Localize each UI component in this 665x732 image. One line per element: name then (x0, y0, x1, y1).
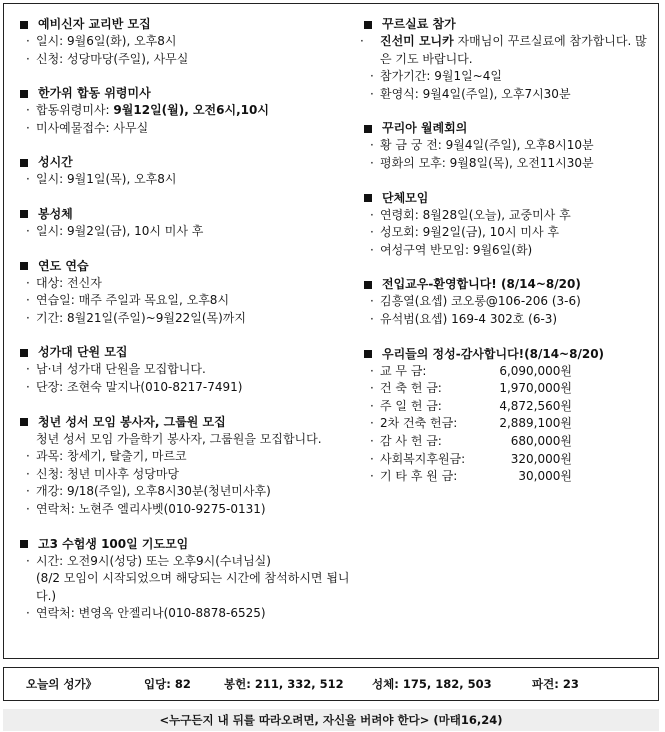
notice-section (364, 190, 654, 260)
section-item (20, 553, 350, 571)
item-bold-text: 진선미 모니카 (380, 34, 454, 48)
section-item (20, 51, 350, 69)
section-title-text: 성시간 (38, 155, 73, 170)
item-text: 시간: 오전9시(성당) 또는 오후9시(수녀님실) (36, 553, 271, 568)
item-text: 기간: 8월21일(주일)~9월22일(목)까지 (36, 310, 246, 325)
dot-bullet: · (26, 484, 30, 499)
offering-label: 주 일 헌 금: (380, 398, 442, 413)
section-item (20, 501, 350, 519)
dot-bullet: · (26, 120, 30, 135)
dot-bullet: · (370, 155, 374, 170)
section-item (20, 223, 350, 241)
dot-bullet: · (370, 363, 374, 378)
item-text: 참가기간: 9월1일~4일 (380, 69, 502, 84)
notice-section (20, 414, 350, 519)
square-bullet-icon (364, 194, 372, 202)
section-item (20, 102, 350, 120)
item-text: 연락처: 노현주 엘리사벳(010-9275-0131) (36, 501, 266, 516)
offering-row (364, 398, 654, 416)
dot-bullet: · (370, 207, 374, 222)
item-text: 평화의 모후: 9월8일(목), 오전11시30분 (380, 155, 594, 170)
section-title (20, 85, 350, 102)
hymn-entrance: 입당: 82 (144, 677, 191, 691)
notice-section (364, 276, 654, 328)
dot-bullet: · (370, 138, 374, 153)
dot-bullet: · (26, 449, 30, 464)
dot-bullet: · (370, 451, 374, 466)
item-text: 유석범(요셉) 169-4 302호 (6-3) (380, 311, 558, 326)
section-item (364, 207, 654, 225)
section-item (20, 431, 350, 449)
section-title-text: 연도 연습 (38, 258, 89, 273)
section-item (20, 379, 350, 397)
notice-section (20, 16, 350, 68)
dot-bullet: · (370, 225, 374, 240)
dot-bullet: · (26, 293, 30, 308)
item-text: 연락처: 변영옥 안젤리나(010-8878-6525) (36, 606, 266, 621)
item-text: 신청: 성당마당(주일), 사무실 (36, 51, 189, 66)
square-bullet-icon (20, 90, 28, 98)
offering-amount: 4,872,560원 (499, 398, 572, 413)
section-title-text: 고3 수험생 100일 기도모임 (38, 536, 189, 551)
section-title (20, 16, 350, 33)
section-item (364, 86, 654, 104)
offering-row (364, 415, 654, 433)
section-item (360, 33, 654, 68)
square-bullet-icon (20, 540, 28, 548)
offering-section (364, 346, 654, 486)
section-item (364, 293, 654, 311)
dot-bullet: · (26, 501, 30, 516)
item-text: 여성구역 반모임: 9월6일(화) (380, 242, 533, 257)
section-item (364, 224, 654, 242)
notice-section (364, 120, 654, 172)
item-text: 미사예물접수: 사무실 (36, 120, 149, 135)
offering-amount: 2,889,100원 (499, 416, 572, 431)
offering-amount: 1,970,000원 (499, 381, 572, 396)
dot-bullet: · (26, 606, 30, 621)
section-item (20, 448, 350, 466)
section-title (20, 206, 350, 223)
dot-bullet: · (370, 469, 374, 484)
notice-section (20, 536, 350, 623)
section-item (364, 68, 654, 86)
dot-bullet: · (26, 553, 30, 568)
section-title-text: 예비신자 교리반 모집 (38, 17, 151, 31)
section-item (20, 120, 350, 138)
section-item (20, 310, 350, 328)
offering-label: 교 무 금: (380, 363, 427, 378)
bulletin-frame (3, 3, 659, 659)
section-title (364, 120, 654, 137)
section-title-text: 꾸르실료 참가 (382, 17, 456, 31)
section-item (20, 483, 350, 501)
hymn-offertory: 봉헌: 211, 332, 512 (224, 677, 344, 691)
square-bullet-icon (364, 350, 372, 358)
item-text: 대상: 전신자 (36, 275, 102, 290)
section-item (364, 137, 654, 155)
dot-bullet: · (370, 398, 374, 413)
hymn-bar (3, 667, 659, 701)
square-bullet-icon (20, 262, 28, 270)
dot-bullet: · (360, 34, 364, 48)
dot-bullet: · (26, 223, 30, 238)
hymn-recessional: 파견: 23 (532, 677, 579, 691)
section-item (364, 155, 654, 173)
offering-label: 건 축 헌 금: (380, 381, 442, 396)
offering-row (364, 363, 654, 381)
scripture-quote: <누구든지 내 뒤를 따라오려면, 자신을 버려야 한다> (마태16,24) (3, 709, 659, 731)
item-text: (8/2 모임이 시작되었으며 해당되는 시간에 참석하시면 됩니다.) (36, 571, 350, 603)
notice-section (20, 206, 350, 241)
dot-bullet: · (370, 433, 374, 448)
notice-section (20, 85, 350, 137)
dot-bullet: · (370, 381, 374, 396)
square-bullet-icon (20, 418, 28, 426)
item-text: 연습일: 매주 주일과 목요일, 오후8시 (36, 293, 230, 308)
square-bullet-icon (364, 21, 372, 29)
square-bullet-icon (20, 21, 28, 29)
section-title-text: 청년 성서 모임 봉사자, 그룹원 모집 (38, 414, 226, 429)
item-text: 일시: 9월6일(화), 오후8시 (36, 34, 177, 48)
hymn-communion: 성체: 175, 182, 503 (372, 677, 492, 691)
item-text: 환영식: 9월4일(주일), 오후7시30분 (380, 86, 571, 101)
section-title-text: 우리들의 정성-감사합니다!(8/14~8/20) (382, 346, 605, 361)
square-bullet-icon (364, 125, 372, 133)
item-text: 자매님이 꾸르실료에 참가합니다. 많은 기도 바랍니다. (380, 34, 647, 66)
item-text: 신청: 청년 미사후 성당마당 (36, 466, 179, 481)
section-title (20, 344, 350, 361)
dot-bullet: · (26, 310, 30, 325)
hymn-label: 오늘의 성가》 (26, 677, 98, 691)
square-bullet-icon (20, 159, 28, 167)
item-text: 일시: 9월2일(금), 10시 미사 후 (36, 223, 204, 238)
section-item (364, 311, 654, 329)
section-title-text: 한가위 합동 위령미사 (38, 86, 151, 101)
section-title-text: 꾸리아 월례회의 (382, 121, 468, 136)
section-title (364, 276, 654, 293)
offering-label: 2차 건축 헌금: (380, 416, 458, 431)
dot-bullet: · (26, 466, 30, 481)
item-text: 일시: 9월1일(목), 오후8시 (36, 172, 177, 187)
item-text: 성모회: 9월2일(금), 10시 미사 후 (380, 225, 559, 240)
square-bullet-icon (20, 349, 28, 357)
section-title (364, 346, 654, 363)
left-column (20, 16, 350, 640)
dot-bullet: · (370, 86, 374, 101)
dot-bullet: · (26, 51, 30, 66)
dot-bullet: · (26, 172, 30, 187)
section-item (20, 570, 350, 605)
section-item (20, 466, 350, 484)
dot-bullet: · (26, 275, 30, 290)
section-item (20, 275, 350, 293)
section-item (20, 171, 350, 189)
notice-section (20, 344, 350, 396)
section-title (364, 190, 654, 207)
section-item (364, 242, 654, 260)
item-text: 연령회: 8월28일(오늘), 교중미사 후 (380, 207, 571, 222)
item-text: 김흥열(요셉) 코오롱@106-206 (3-6) (380, 294, 581, 309)
section-title (20, 414, 350, 431)
dot-bullet: · (370, 294, 374, 309)
dot-bullet: · (370, 311, 374, 326)
right-column (360, 16, 654, 503)
section-title-text: 봉성체 (38, 206, 73, 221)
square-bullet-icon (364, 281, 372, 289)
section-title (20, 154, 350, 171)
section-title (20, 536, 350, 553)
dot-bullet: · (370, 416, 374, 431)
section-title-text: 전입교우-환영합니다! (8/14~8/20) (382, 277, 581, 292)
offering-row (364, 380, 654, 398)
dot-bullet: · (26, 362, 30, 377)
section-item (20, 361, 350, 379)
square-bullet-icon (20, 210, 28, 218)
section-title (364, 16, 654, 33)
item-bold-text: 9월12일(월), 오전6시,10시 (113, 103, 269, 118)
section-title-text: 성가대 단원 모집 (38, 345, 128, 360)
item-text: 합동위령미사: (36, 103, 114, 118)
dot-bullet: · (370, 242, 374, 257)
dot-bullet: · (26, 379, 30, 394)
notice-section (360, 16, 654, 103)
dot-bullet: · (370, 69, 374, 84)
offering-label: 기 타 후 원 금: (380, 469, 458, 484)
dot-bullet: · (26, 34, 30, 48)
notice-section (20, 154, 350, 189)
dot-bullet: · (26, 103, 30, 118)
item-text: 단장: 조현숙 말지나(010-8217-7491) (36, 379, 243, 394)
offering-row (364, 468, 654, 486)
item-text: 과목: 창세기, 탈출기, 마르코 (36, 449, 187, 464)
offering-amount: 30,000원 (518, 469, 572, 484)
item-text: 황 금 궁 전: 9월4일(주일), 오후8시10분 (380, 138, 594, 153)
section-item (20, 605, 350, 623)
offering-amount: 6,090,000원 (499, 363, 572, 378)
offering-label: 감 사 헌 금: (380, 433, 442, 448)
item-text: 개강: 9/18(주일), 오후8시30분(청년미사후) (36, 484, 271, 499)
section-title (20, 258, 350, 275)
offering-row (364, 433, 654, 451)
notice-section (20, 258, 350, 328)
offering-row (364, 451, 654, 469)
item-text: 남·녀 성가대 단원을 모집합니다. (36, 362, 206, 377)
section-title-text: 단체모임 (382, 190, 429, 205)
section-item (20, 33, 350, 51)
item-text: 청년 성서 모임 가을학기 봉사자, 그룹원을 모집합니다. (36, 431, 322, 446)
offering-label: 사회복지후원금: (380, 451, 466, 466)
section-item (20, 292, 350, 310)
offering-amount: 680,000원 (510, 433, 572, 448)
offering-amount: 320,000원 (510, 451, 572, 466)
